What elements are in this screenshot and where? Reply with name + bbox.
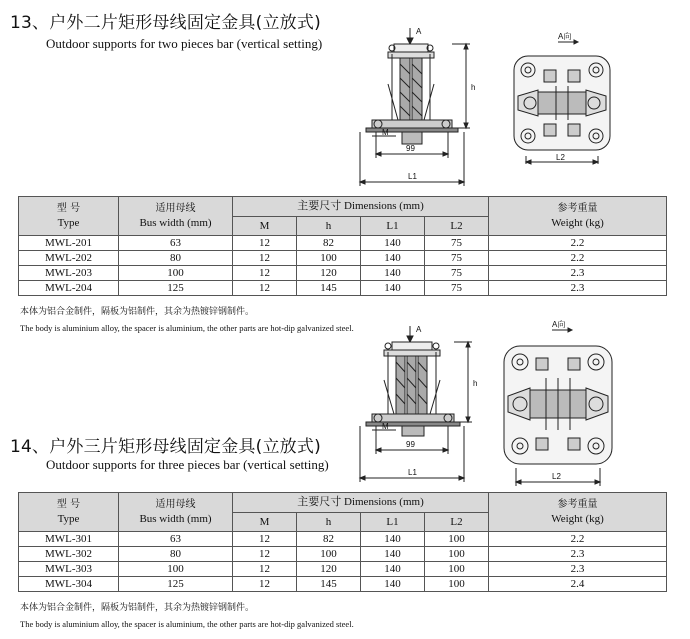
cell-L2: 75 <box>425 236 489 251</box>
cell-weight: 2.3 <box>489 281 667 296</box>
cell-L1: 140 <box>361 577 425 592</box>
cell-h: 82 <box>297 236 361 251</box>
cell-weight: 2.4 <box>489 577 667 592</box>
cell-L2: 75 <box>425 281 489 296</box>
section1-header-bus <box>119 197 233 236</box>
cell-h: 145 <box>297 281 361 296</box>
cell-M: 12 <box>233 251 297 266</box>
section2-header-L2: L2 <box>425 513 489 532</box>
section2-a-view-drawing <box>496 318 622 490</box>
section2-label-L2: L2 <box>552 472 561 481</box>
cell-type: MWL-201 <box>19 236 119 251</box>
cell-bus: 63 <box>119 532 233 547</box>
cell-L1: 140 <box>361 532 425 547</box>
cell-M: 12 <box>233 266 297 281</box>
cell-L2: 100 <box>425 577 489 592</box>
cell-L1: 140 <box>361 281 425 296</box>
section2-label-h: h <box>473 379 478 388</box>
cell-h: 120 <box>297 562 361 577</box>
cell-bus: 100 <box>119 266 233 281</box>
cell-type: MWL-204 <box>19 281 119 296</box>
section1-note-cn: 本体为铝合金制件，隔板为铝制件，其余为热镀锌钢制件。 <box>20 307 255 317</box>
cell-type: MWL-302 <box>19 547 119 562</box>
section2-header-weight-en: Weight (kg) <box>551 513 604 525</box>
section2-side-view-drawing <box>352 322 482 488</box>
section2-header-weight <box>489 493 667 532</box>
section1-label-A: A <box>416 27 422 36</box>
section2-label-A: A <box>416 325 422 334</box>
cell-weight: 2.2 <box>489 532 667 547</box>
cell-L2: 100 <box>425 532 489 547</box>
section1-header-L2: L2 <box>425 217 489 236</box>
cell-L2: 100 <box>425 547 489 562</box>
section1-label-L2: L2 <box>556 153 565 162</box>
cell-L1: 140 <box>361 236 425 251</box>
cell-L1: 140 <box>361 266 425 281</box>
cell-weight: 2.2 <box>489 251 667 266</box>
section1-header-weight-en: Weight (kg) <box>551 217 604 229</box>
table-row <box>19 532 667 547</box>
section2-header-dimensions: 主要尺寸 Dimensions (mm) <box>233 493 489 513</box>
table-row <box>19 577 667 592</box>
section1-header-bus-cn: 适用母线 <box>155 203 196 214</box>
cell-weight: 2.3 <box>489 266 667 281</box>
section2-label-a-view: A向 <box>552 320 566 329</box>
section1-header-L1: L1 <box>361 217 425 236</box>
section1-label-M: M <box>382 128 389 137</box>
cell-M: 12 <box>233 547 297 562</box>
section1-header-type-en: Type <box>57 217 80 229</box>
cell-h: 82 <box>297 532 361 547</box>
section2-header-type <box>19 493 119 532</box>
section1-header-M: M <box>233 217 297 236</box>
cell-M: 12 <box>233 236 297 251</box>
cell-L2: 75 <box>425 266 489 281</box>
cell-type: MWL-304 <box>19 577 119 592</box>
cell-type: MWL-303 <box>19 562 119 577</box>
cell-h: 100 <box>297 547 361 562</box>
section1-header-type-cn: 型 号 <box>56 203 81 214</box>
cell-bus: 125 <box>119 281 233 296</box>
section1-title-cn: 13、户外二片矩形母线固定金具(立放式) <box>10 13 321 33</box>
cell-weight: 2.2 <box>489 236 667 251</box>
section2-header-M: M <box>233 513 297 532</box>
cell-bus: 100 <box>119 562 233 577</box>
cell-L2: 100 <box>425 562 489 577</box>
section1-label-99: 99 <box>406 144 415 153</box>
section2-header-h: h <box>297 513 361 532</box>
cell-h: 100 <box>297 251 361 266</box>
section2-header-weight-cn: 参考重量 <box>557 499 598 510</box>
cell-L1: 140 <box>361 547 425 562</box>
cell-M: 12 <box>233 562 297 577</box>
section1-header-weight-cn: 参考重量 <box>557 203 598 214</box>
section1-a-view-drawing <box>508 30 620 168</box>
cell-h: 145 <box>297 577 361 592</box>
cell-M: 12 <box>233 532 297 547</box>
cell-L1: 140 <box>361 562 425 577</box>
table-row <box>19 251 667 266</box>
section2-header-bus-en: Bus width (mm) <box>139 513 212 525</box>
section1-header-type <box>19 197 119 236</box>
cell-bus: 80 <box>119 251 233 266</box>
table-row <box>19 281 667 296</box>
cell-bus: 125 <box>119 577 233 592</box>
cell-M: 12 <box>233 577 297 592</box>
section2-header-type-cn: 型 号 <box>56 499 81 510</box>
section2-label-L1: L1 <box>408 468 417 477</box>
table-row <box>19 547 667 562</box>
section1-spec-table <box>18 196 667 296</box>
cell-L2: 75 <box>425 251 489 266</box>
section1-label-a-view: A向 <box>558 32 572 41</box>
section1-note-en: The body is aluminium alloy, the spacer is aluminium, the other parts are hot-dip galvanized steel. <box>20 323 354 333</box>
cell-type: MWL-301 <box>19 532 119 547</box>
table-row <box>19 236 667 251</box>
cell-M: 12 <box>233 281 297 296</box>
section1-label-h: h <box>471 83 476 92</box>
cell-weight: 2.3 <box>489 547 667 562</box>
section2-note-cn: 本体为铝合金制件，隔板为铝制件，其余为热镀锌钢制件。 <box>20 603 255 613</box>
cell-L1: 140 <box>361 251 425 266</box>
cell-type: MWL-202 <box>19 251 119 266</box>
section2-title-en: Outdoor supports for three pieces bar (vertical setting) <box>46 457 329 472</box>
cell-weight: 2.3 <box>489 562 667 577</box>
section2-spec-table <box>18 492 667 592</box>
section2-label-99: 99 <box>406 440 415 449</box>
cell-bus: 63 <box>119 236 233 251</box>
section1-header-h: h <box>297 217 361 236</box>
table-row <box>19 562 667 577</box>
table-row <box>19 266 667 281</box>
section1-header-bus-en: Bus width (mm) <box>139 217 212 229</box>
cell-type: MWL-203 <box>19 266 119 281</box>
cell-bus: 80 <box>119 547 233 562</box>
section1-title-en: Outdoor supports for two pieces bar (vertical setting) <box>46 36 323 51</box>
section1-label-L1: L1 <box>408 172 417 181</box>
section2-label-M: M <box>382 422 389 431</box>
section2-header-L1: L1 <box>361 513 425 532</box>
section2-title-cn: 14、户外三片矩形母线固定金具(立放式) <box>10 437 321 457</box>
section1-side-view-drawing <box>352 24 482 190</box>
section2-header-bus <box>119 493 233 532</box>
cell-h: 120 <box>297 266 361 281</box>
section1-header-dimensions: 主要尺寸 Dimensions (mm) <box>233 197 489 217</box>
section2-note-en: The body is aluminium alloy, the spacer is aluminium, the other parts are hot-dip galvanized steel. <box>20 619 354 629</box>
section1-header-weight <box>489 197 667 236</box>
section2-header-bus-cn: 适用母线 <box>155 499 196 510</box>
section2-header-type-en: Type <box>57 513 80 525</box>
